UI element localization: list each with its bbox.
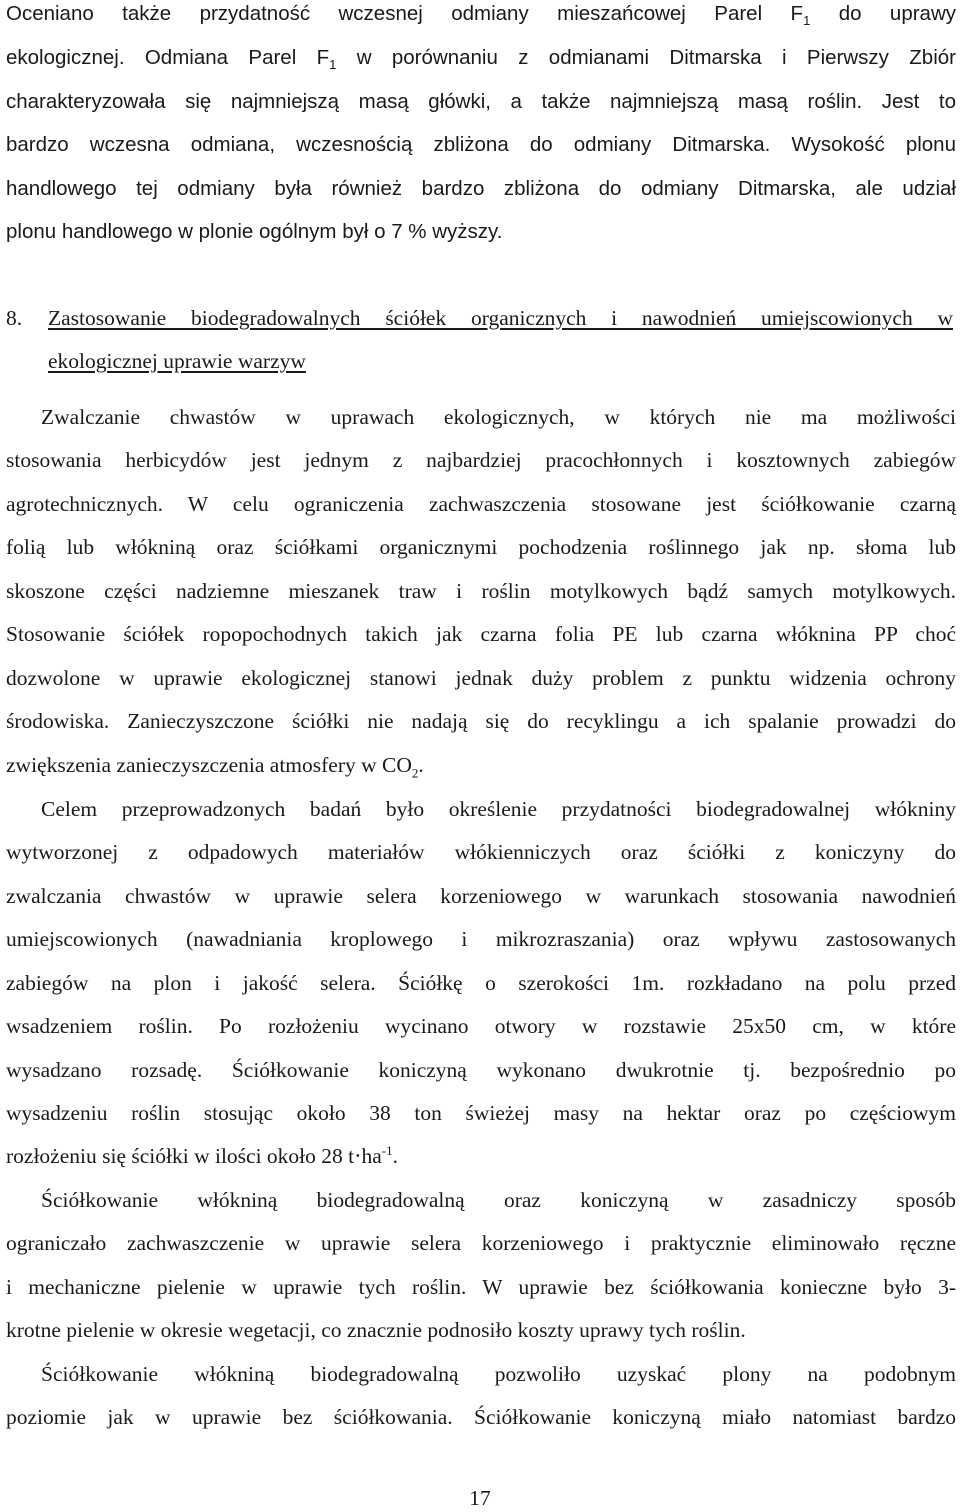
paragraph-1-line-5: skoszone części nadziemne mieszanek traw i roślin motylkowych bądź samych motylkowych. (6, 579, 956, 603)
paragraph-2-line-1: Celem przeprowadzonych badań było określenie przydatności biodegradowalnej włókniny (41, 797, 956, 821)
paragraph-2-line-4: umiejscowionych (nawadniania kroplowego i mikrozraszania) oraz wpływu zastosowanych (6, 927, 956, 951)
paragraph-1-line-1: Zwalczanie chwastów w uprawach ekologicznych, w których nie ma możliwości (41, 405, 956, 429)
paragraph-3-line-2: ograniczało zachwaszczenie w uprawie selera korzeniowego i praktycznie eliminowało ręczne (6, 1231, 956, 1255)
paragraph-2-line-8: wysadzeniu roślin stosując około 38 ton świeżej masy na hektar oraz po częściowym (6, 1101, 956, 1125)
paragraph-3-line-1: Ściółkowanie włókniną biodegradowalną oraz koniczyną w zasadniczy sposób (41, 1188, 956, 1212)
paragraph-2-line-6: wsadzeniem roślin. Po rozłożeniu wycinano otwory w rozstawie 25x50 cm, w które (6, 1014, 956, 1038)
paragraph-4-line-2: poziomie jak w uprawie bez ściółkowania. Ściółkowanie koniczyną miało natomiast bardzo (6, 1405, 956, 1429)
paragraph-2-line-3: zwalczania chwastów w uprawie selera korzeniowego w warunkach stosowania nawodnień (6, 884, 956, 908)
intro-line-4: bardzo wczesna odmiana, wczesnością zbliżona do odmiany Ditmarska. Wysokość plonu (6, 133, 956, 156)
paragraph-2-line-7: wysadzano rozsadę. Ściółkowanie koniczyną wykonano dwukrotnie tj. bezpośrednio po (6, 1058, 956, 1082)
paragraph-1-line-2: stosowania herbicydów jest jednym z najbardziej pracochłonnych i kosztownych zabiegów (6, 448, 956, 472)
paragraph-1-line-9: zwiększenia zanieczyszczenia atmosfery w $CO_2$. (6, 753, 424, 781)
intro-line-3: charakteryzowała się najmniejszą masą główki, a także najmniejszą masą roślin. Jest to (6, 90, 956, 113)
intro-line-6: plonu handlowego w plonie ogólnym był o 7 % wyższy. (6, 220, 503, 243)
page-number: 17 (469, 1486, 491, 1510)
intro-line-1: Oceniano także przydatność wczesnej odmiany mieszańcowej Parel $F_1$ do uprawy (6, 2, 956, 29)
paragraph-1-line-7: dozwolone w uprawie ekologicznej stanowi jednak duży problem z punktu widzenia ochrony (6, 666, 956, 690)
paragraph-1-line-4: folią lub włókniną oraz ściółkami organicznymi pochodzenia roślinnego jak np. słoma lub (6, 535, 956, 559)
paragraph-2-line-5: zabiegów na plon i jakość selera. Ściółkę o szerokości 1m. rozkładano na polu przed (6, 971, 956, 995)
section-heading-line-1: Zastosowanie biodegradowalnych ściółek organicznych i nawodnień umiejscowionych w (48, 306, 953, 330)
paragraph-3-line-3: i mechaniczne pielenie w uprawie tych roślin. W uprawie bez ściółkowania konieczne było 3- (6, 1275, 956, 1299)
paragraph-2-line-2: wytworzonej z odpadowych materiałów włókienniczych oraz ściółki z koniczyny do (6, 840, 956, 864)
section-heading-line-2: ekologicznej uprawie warzyw (48, 349, 306, 373)
intro-line-5: handlowego tej odmiany była również bardzo zbliżona do odmiany Ditmarska, ale udział (6, 177, 956, 200)
paragraph-1-line-8: środowiska. Zanieczyszczone ściółki nie nadają się do recyklingu a ich spalanie prowadzi do (6, 709, 956, 733)
intro-line-2: ekologicznej. Odmiana Parel $F_1$ w porównaniu z odmianami Ditmarska i Pierwszy Zbiór (6, 46, 956, 73)
paragraph-3-line-4: krotne pielenie w okresie wegetacji, co znacznie podnosiło koszty uprawy tych roślin. (6, 1318, 746, 1342)
paragraph-4-line-1: Ściółkowanie włókniną biodegradowalną pozwoliło uzyskać plony na podobnym (41, 1362, 956, 1386)
paragraph-2-line-9: rozłożeniu się ściółki w ilości około 28 $t\cdot ha^{-1}$. (6, 1142, 399, 1168)
paragraph-1-line-6: Stosowanie ściółek ropopochodnych takich jak czarna folia PE lub czarna włóknina PP choć (6, 622, 956, 646)
paragraph-1-line-3: agrotechnicznych. W celu ograniczenia zachwaszczenia stosowane jest ściółkowanie czarną (6, 492, 956, 516)
section-number: 8. (6, 306, 23, 330)
